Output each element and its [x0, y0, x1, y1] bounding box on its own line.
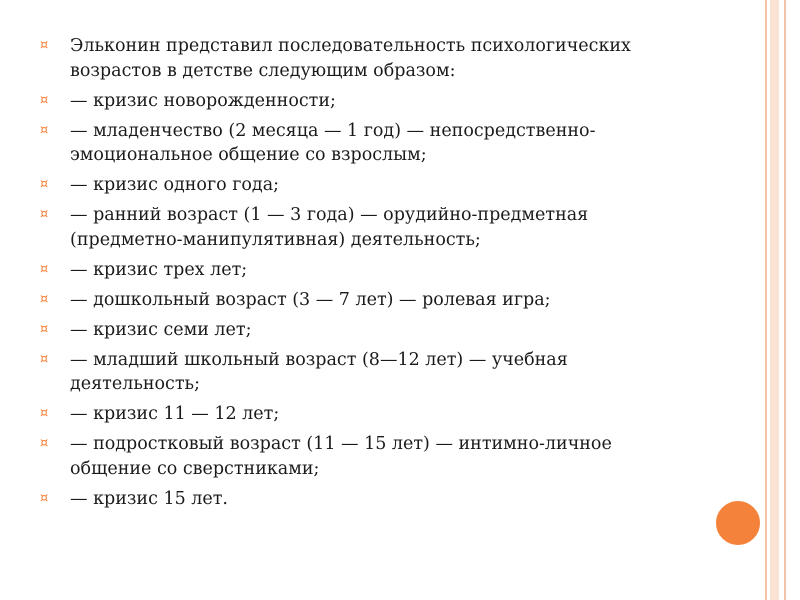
list-item [40, 432, 680, 481]
bullet-icon: ¤ [40, 207, 49, 222]
list-item-text: — подростковый возраст (11 — 15 лет) — интимно-личное общение со сверстниками; [70, 434, 612, 479]
list-item-text: — младенчество (2 месяца — 1 год) — непосредственно-эмоциональное общение со взрослым; [70, 120, 596, 165]
bullet-icon: ¤ [40, 177, 49, 192]
list-item-text: — кризис трех лет; [70, 259, 248, 280]
bullet-icon: ¤ [40, 436, 49, 451]
bullet-icon: ¤ [40, 38, 49, 53]
bullet-icon: ¤ [40, 291, 49, 307]
list-item [40, 119, 680, 168]
list-item-text: — кризис семи лет; [70, 319, 252, 340]
slide-body [40, 34, 680, 517]
right-border-line [765, 0, 767, 600]
list-item [40, 258, 680, 283]
list-item-text: — дошкольный возраст (3 — 7 лет) — ролевая игра; [70, 289, 551, 310]
bullet-icon: ¤ [40, 122, 49, 138]
list-item-text: — младший школьный возраст (8—12 лет) — учебная деятельность; [70, 349, 568, 394]
list-item-text: — кризис одного года; [70, 175, 280, 195]
list-item [40, 487, 680, 512]
list-item [40, 288, 680, 313]
list-item [40, 318, 680, 343]
list-item-text: Эльконин представил последовательность психологических возрастов в детстве следующим образом: [70, 36, 631, 81]
bullet-icon: ¤ [40, 351, 49, 367]
list-item [40, 402, 680, 427]
list-item-text: — ранний возраст (1 — 3 года) — орудийно-предметная (предметно-манипулятивная) деятельность; [70, 205, 589, 250]
list-item-text: — кризис 11 — 12 лет; [70, 404, 280, 424]
right-border-band [770, 0, 779, 600]
list-item [40, 348, 680, 397]
list-item [40, 173, 680, 198]
bullet-icon: ¤ [40, 92, 49, 108]
accent-circle [713, 498, 763, 548]
list-item [40, 89, 680, 114]
right-border-line-outer [784, 0, 786, 600]
bullet-icon: ¤ [40, 261, 49, 277]
list-item-text: — кризис новорожденности; [70, 90, 336, 111]
list-item-text: — кризис 15 лет. [70, 488, 228, 509]
bullet-icon: ¤ [40, 490, 49, 506]
bullet-icon: ¤ [40, 406, 49, 421]
list-item [40, 203, 680, 252]
list-item [40, 34, 680, 83]
bullet-icon: ¤ [40, 321, 49, 337]
